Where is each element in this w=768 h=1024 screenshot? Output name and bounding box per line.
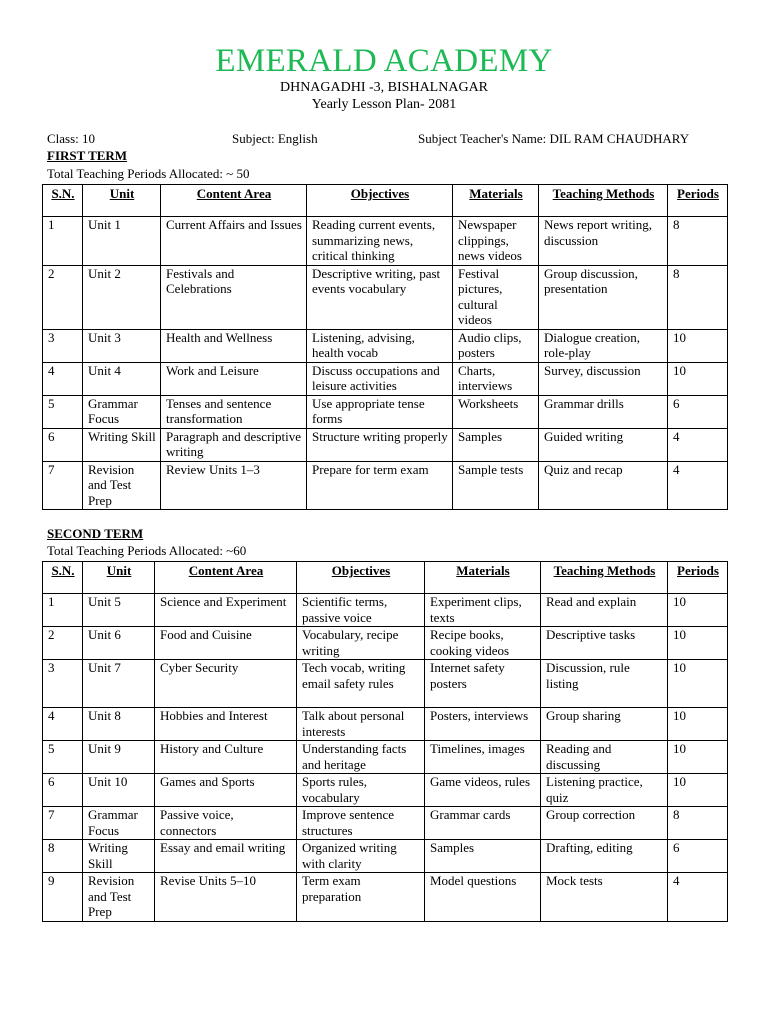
cell-sn: 7 [43, 461, 83, 510]
second-term-periods: Total Teaching Periods Allocated: ~60 [47, 543, 247, 558]
cell-teaching-methods: Grammar drills [539, 395, 668, 428]
cell-objectives: Tech vocab, writing email safety rules [297, 660, 425, 708]
cell-teaching-methods: News report writing, discussion [539, 217, 668, 266]
table-row [43, 840, 728, 873]
cell-unit: Unit 2 [83, 265, 161, 329]
cell-materials: Timelines, images [425, 741, 541, 774]
cell-unit: Unit 10 [83, 774, 155, 807]
cell-periods: 10 [668, 362, 728, 395]
cell-periods: 10 [668, 741, 728, 774]
cell-sn: 6 [43, 774, 83, 807]
cell-objectives: Understanding facts and heritage [297, 741, 425, 774]
cell-materials: Recipe books, cooking videos [425, 627, 541, 660]
cell-objectives: Vocabulary, recipe writing [297, 627, 425, 660]
cell-content-area: Current Affairs and Issues [161, 217, 307, 266]
cell-periods: 4 [668, 428, 728, 461]
cell-teaching-methods: Descriptive tasks [541, 627, 668, 660]
cell-objectives: Sports rules, vocabulary [297, 774, 425, 807]
cell-sn: 7 [43, 807, 83, 840]
cell-materials: Newspaper clippings, news videos [453, 217, 539, 266]
cell-unit: Unit 8 [83, 708, 155, 741]
cell-content-area: Food and Cuisine [155, 627, 297, 660]
cell-teaching-methods: Guided writing [539, 428, 668, 461]
cell-objectives: Reading current events, summarizing news, critical thinking [307, 217, 453, 266]
cell-sn: 4 [43, 362, 83, 395]
cell-unit: Revision and Test Prep [83, 873, 155, 922]
cell-sn: 6 [43, 428, 83, 461]
cell-unit: Unit 7 [83, 660, 155, 708]
cell-teaching-methods: Group discussion, presentation [539, 265, 668, 329]
school-address: DHNAGADHI -3, BISHALNAGAR [279, 80, 489, 95]
column-header-sn: S.N. [43, 562, 83, 594]
first-term-table [42, 184, 728, 510]
table-row [43, 428, 728, 461]
column-header-materials: Materials [425, 562, 541, 594]
cell-teaching-methods: Quiz and recap [539, 461, 668, 510]
cell-unit: Grammar Focus [83, 395, 161, 428]
cell-objectives: Term exam preparation [297, 873, 425, 922]
cell-sn: 5 [43, 395, 83, 428]
second-term-table [42, 561, 728, 922]
cell-materials: Model questions [425, 873, 541, 922]
column-header-materials: Materials [453, 185, 539, 217]
cell-teaching-methods: Drafting, editing [541, 840, 668, 873]
cell-objectives: Organized writing with clarity [297, 840, 425, 873]
cell-content-area: Cyber Security [155, 660, 297, 708]
cell-teaching-methods: Mock tests [541, 873, 668, 922]
cell-objectives: Discuss occupations and leisure activities [307, 362, 453, 395]
cell-materials: Internet safety posters [425, 660, 541, 708]
teacher-info: Subject Teacher's Name: DIL RAM CHAUDHARY [418, 131, 690, 146]
cell-unit: Unit 6 [83, 627, 155, 660]
school-name: EMERALD ACADEMY [215, 43, 553, 79]
cell-content-area: Hobbies and Interest [155, 708, 297, 741]
plan-title: Yearly Lesson Plan- 2081 [311, 97, 457, 112]
cell-materials: Posters, interviews [425, 708, 541, 741]
cell-objectives: Improve sentence structures [297, 807, 425, 840]
cell-content-area: Games and Sports [155, 774, 297, 807]
cell-teaching-methods: Discussion, rule listing [541, 660, 668, 708]
cell-objectives: Prepare for term exam [307, 461, 453, 510]
cell-content-area: Festivals and Celebrations [161, 265, 307, 329]
cell-content-area: Review Units 1–3 [161, 461, 307, 510]
cell-content-area: History and Culture [155, 741, 297, 774]
table-row [43, 329, 728, 362]
table-row [43, 708, 728, 741]
cell-objectives: Listening, advising, health vocab [307, 329, 453, 362]
table-row [43, 627, 728, 660]
cell-teaching-methods: Listening practice, quiz [541, 774, 668, 807]
cell-teaching-methods: Group correction [541, 807, 668, 840]
table-row [43, 873, 728, 922]
column-header-unit: Unit [83, 185, 161, 217]
cell-teaching-methods: Read and explain [541, 594, 668, 627]
cell-periods: 10 [668, 774, 728, 807]
second-term-heading: SECOND TERM [47, 526, 144, 541]
cell-periods: 10 [668, 708, 728, 741]
cell-sn: 3 [43, 660, 83, 708]
cell-periods: 8 [668, 217, 728, 266]
cell-materials: Samples [425, 840, 541, 873]
cell-periods: 6 [668, 395, 728, 428]
cell-content-area: Passive voice, connectors [155, 807, 297, 840]
cell-unit: Unit 4 [83, 362, 161, 395]
cell-materials: Experiment clips, texts [425, 594, 541, 627]
first-term-periods: Total Teaching Periods Allocated: ~ 50 [47, 166, 250, 181]
cell-sn: 2 [43, 265, 83, 329]
cell-periods: 4 [668, 873, 728, 922]
cell-unit: Grammar Focus [83, 807, 155, 840]
cell-materials: Worksheets [453, 395, 539, 428]
cell-periods: 8 [668, 265, 728, 329]
cell-content-area: Health and Wellness [161, 329, 307, 362]
cell-periods: 10 [668, 594, 728, 627]
cell-sn: 5 [43, 741, 83, 774]
cell-objectives: Scientific terms, passive voice [297, 594, 425, 627]
table-row [43, 217, 728, 266]
cell-periods: 10 [668, 660, 728, 708]
cell-objectives: Use appropriate tense forms [307, 395, 453, 428]
cell-unit: Writing Skill [83, 428, 161, 461]
cell-materials: Game videos, rules [425, 774, 541, 807]
cell-teaching-methods: Dialogue creation, role-play [539, 329, 668, 362]
table-header-row [43, 185, 728, 217]
column-header-periods: Periods [668, 185, 728, 217]
table-row [43, 461, 728, 510]
cell-objectives: Talk about personal interests [297, 708, 425, 741]
cell-content-area: Revise Units 5–10 [155, 873, 297, 922]
column-header-periods: Periods [668, 562, 728, 594]
first-term-heading: FIRST TERM [47, 148, 128, 163]
cell-unit: Unit 3 [83, 329, 161, 362]
cell-materials: Audio clips, posters [453, 329, 539, 362]
class-info: Class: 10 [47, 131, 96, 146]
table-row [43, 265, 728, 329]
cell-content-area: Essay and email writing [155, 840, 297, 873]
cell-materials: Festival pictures, cultural videos [453, 265, 539, 329]
table-row [43, 395, 728, 428]
cell-objectives: Structure writing properly [307, 428, 453, 461]
column-header-objectives: Objectives [307, 185, 453, 217]
column-header-teaching-methods: Teaching Methods [539, 185, 668, 217]
cell-sn: 4 [43, 708, 83, 741]
column-header-sn: S.N. [43, 185, 83, 217]
table-row [43, 362, 728, 395]
cell-periods: 4 [668, 461, 728, 510]
column-header-objectives: Objectives [297, 562, 425, 594]
cell-periods: 10 [668, 329, 728, 362]
table-row [43, 807, 728, 840]
cell-unit: Revision and Test Prep [83, 461, 161, 510]
cell-objectives: Descriptive writing, past events vocabulary [307, 265, 453, 329]
cell-sn: 8 [43, 840, 83, 873]
cell-sn: 1 [43, 217, 83, 266]
column-header-content-area: Content Area [155, 562, 297, 594]
cell-sn: 9 [43, 873, 83, 922]
cell-sn: 1 [43, 594, 83, 627]
cell-teaching-methods: Survey, discussion [539, 362, 668, 395]
table-row [43, 774, 728, 807]
column-header-content-area: Content Area [161, 185, 307, 217]
cell-sn: 3 [43, 329, 83, 362]
cell-teaching-methods: Reading and discussing [541, 741, 668, 774]
table-row [43, 660, 728, 708]
column-header-unit: Unit [83, 562, 155, 594]
cell-content-area: Paragraph and descriptive writing [161, 428, 307, 461]
cell-periods: 6 [668, 840, 728, 873]
cell-periods: 10 [668, 627, 728, 660]
cell-periods: 8 [668, 807, 728, 840]
table-row [43, 594, 728, 627]
table-row [43, 741, 728, 774]
cell-unit: Unit 9 [83, 741, 155, 774]
cell-unit: Unit 5 [83, 594, 155, 627]
cell-materials: Samples [453, 428, 539, 461]
column-header-teaching-methods: Teaching Methods [541, 562, 668, 594]
cell-content-area: Tenses and sentence transformation [161, 395, 307, 428]
table-header-row [43, 562, 728, 594]
cell-unit: Unit 1 [83, 217, 161, 266]
cell-materials: Charts, interviews [453, 362, 539, 395]
cell-sn: 2 [43, 627, 83, 660]
cell-teaching-methods: Group sharing [541, 708, 668, 741]
cell-content-area: Work and Leisure [161, 362, 307, 395]
subject-info: Subject: English [232, 131, 318, 146]
cell-content-area: Science and Experiment [155, 594, 297, 627]
cell-materials: Sample tests [453, 461, 539, 510]
cell-materials: Grammar cards [425, 807, 541, 840]
cell-unit: Writing Skill [83, 840, 155, 873]
